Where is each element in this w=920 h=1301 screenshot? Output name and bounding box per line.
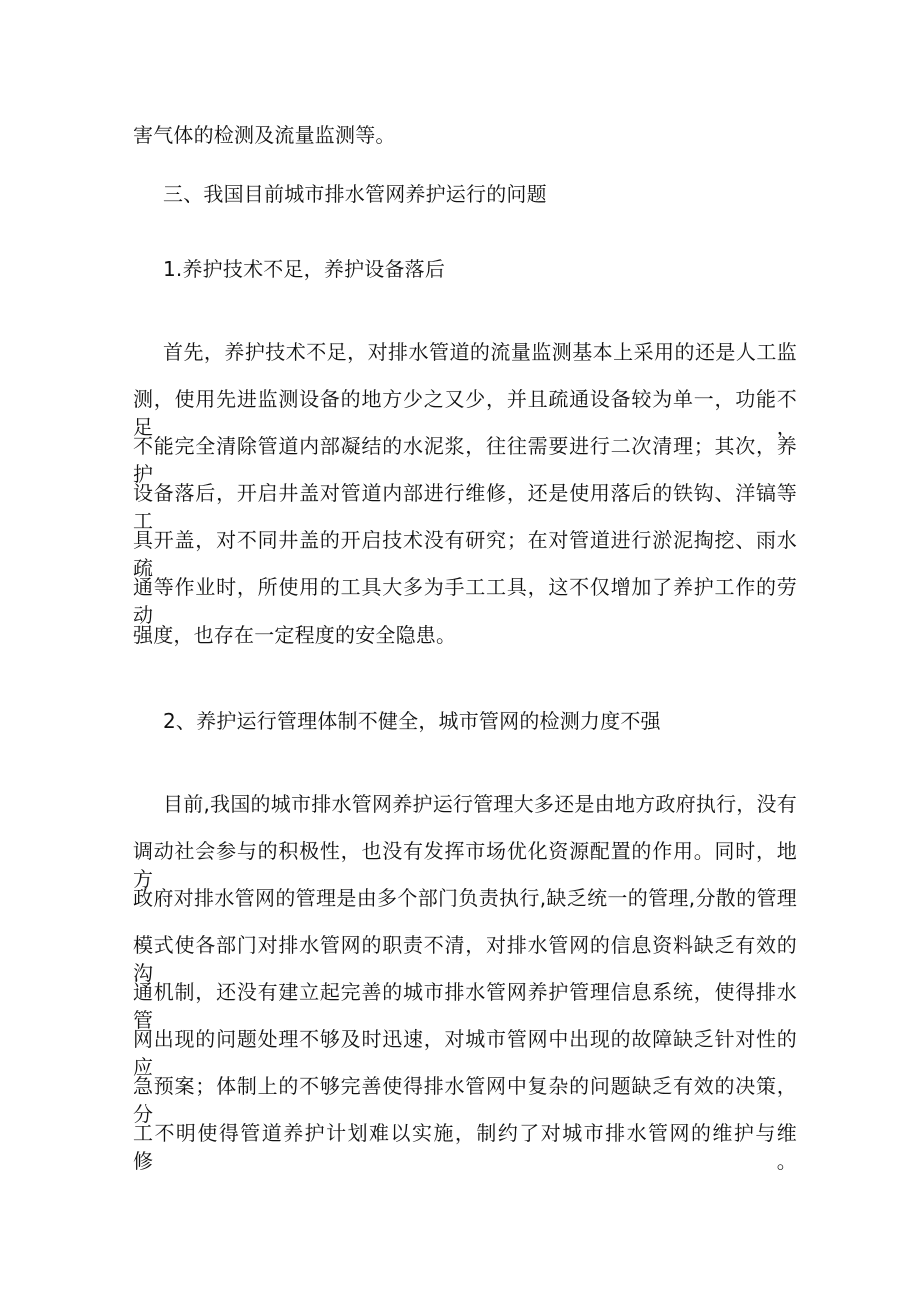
paragraph-2-line: 政府对排水管网的管理是由多个部门负责执行,缺乏统一的管理,分散的管理 (133, 886, 797, 910)
paragraph-2-line: 调动社会参与的积极性，也没有发挥市场优化资源配置的作用。同时，地方 (133, 839, 797, 891)
paragraph-2-line: 急预案；体制上的不够完善使得排水管网中复杂的问题缺乏有效的决策，分 (133, 1074, 797, 1126)
section-heading: 三、我国目前城市排水管网养护运行的问题 (163, 182, 547, 206)
paragraph-2-line: 目前,我国的城市排水管网养护运行管理大多还是由地方政府执行，没有 (163, 792, 797, 816)
paragraph-2-line: 通机制，还没有建立起完善的城市排水管网养护管理信息系统，使得排水管 (133, 980, 797, 1032)
paragraph-1-line: 测，使用先进监测设备的地方少之又少，并且疏通设备较为单一，功能不足， (133, 387, 797, 439)
paragraph-1-line: 设备落后，开启井盖对管道内部进行维修，还是使用落后的铁钩、洋镐等工 (133, 481, 797, 533)
subsection-heading-1: 1.养护技术不足，养护设备落后 (163, 257, 446, 281)
paragraph-1-line: 具开盖，对不同井盖的开启技术没有研究；在对管道进行淤泥掏挖、雨水疏 (133, 528, 797, 580)
subsection-heading-2: 2、养护运行管理体制不健全，城市管网的检测力度不强 (163, 709, 661, 733)
paragraph-2-line: 模式使各部门对排水管网的职责不清，对排水管网的信息资料缺乏有效的沟 (133, 933, 797, 985)
paragraph-1-line: 通等作业时，所使用的工具大多为手工工具，这不仅增加了养护工作的劳动 (133, 575, 797, 627)
continuation-line: 害气体的检测及流量监测等。 (133, 123, 396, 147)
paragraph-2-line: 工不明使得管道养护计划难以实施，制约了对城市排水管网的维护与维修。 (133, 1121, 797, 1173)
paragraph-1-line: 首先，养护技术不足，对排水管道的流量监测基本上采用的还是人工监 (163, 340, 797, 364)
paragraph-1-line: 强度，也存在一定程度的安全隐患。 (133, 623, 457, 647)
paragraph-2-line: 网出现的问题处理不够及时迅速，对城市管网中出现的故障缺乏针对性的应 (133, 1027, 797, 1079)
paragraph-1-line: 不能完全清除管道内部凝结的水泥浆，往往需要进行二次清理；其次，养护 (133, 434, 797, 486)
